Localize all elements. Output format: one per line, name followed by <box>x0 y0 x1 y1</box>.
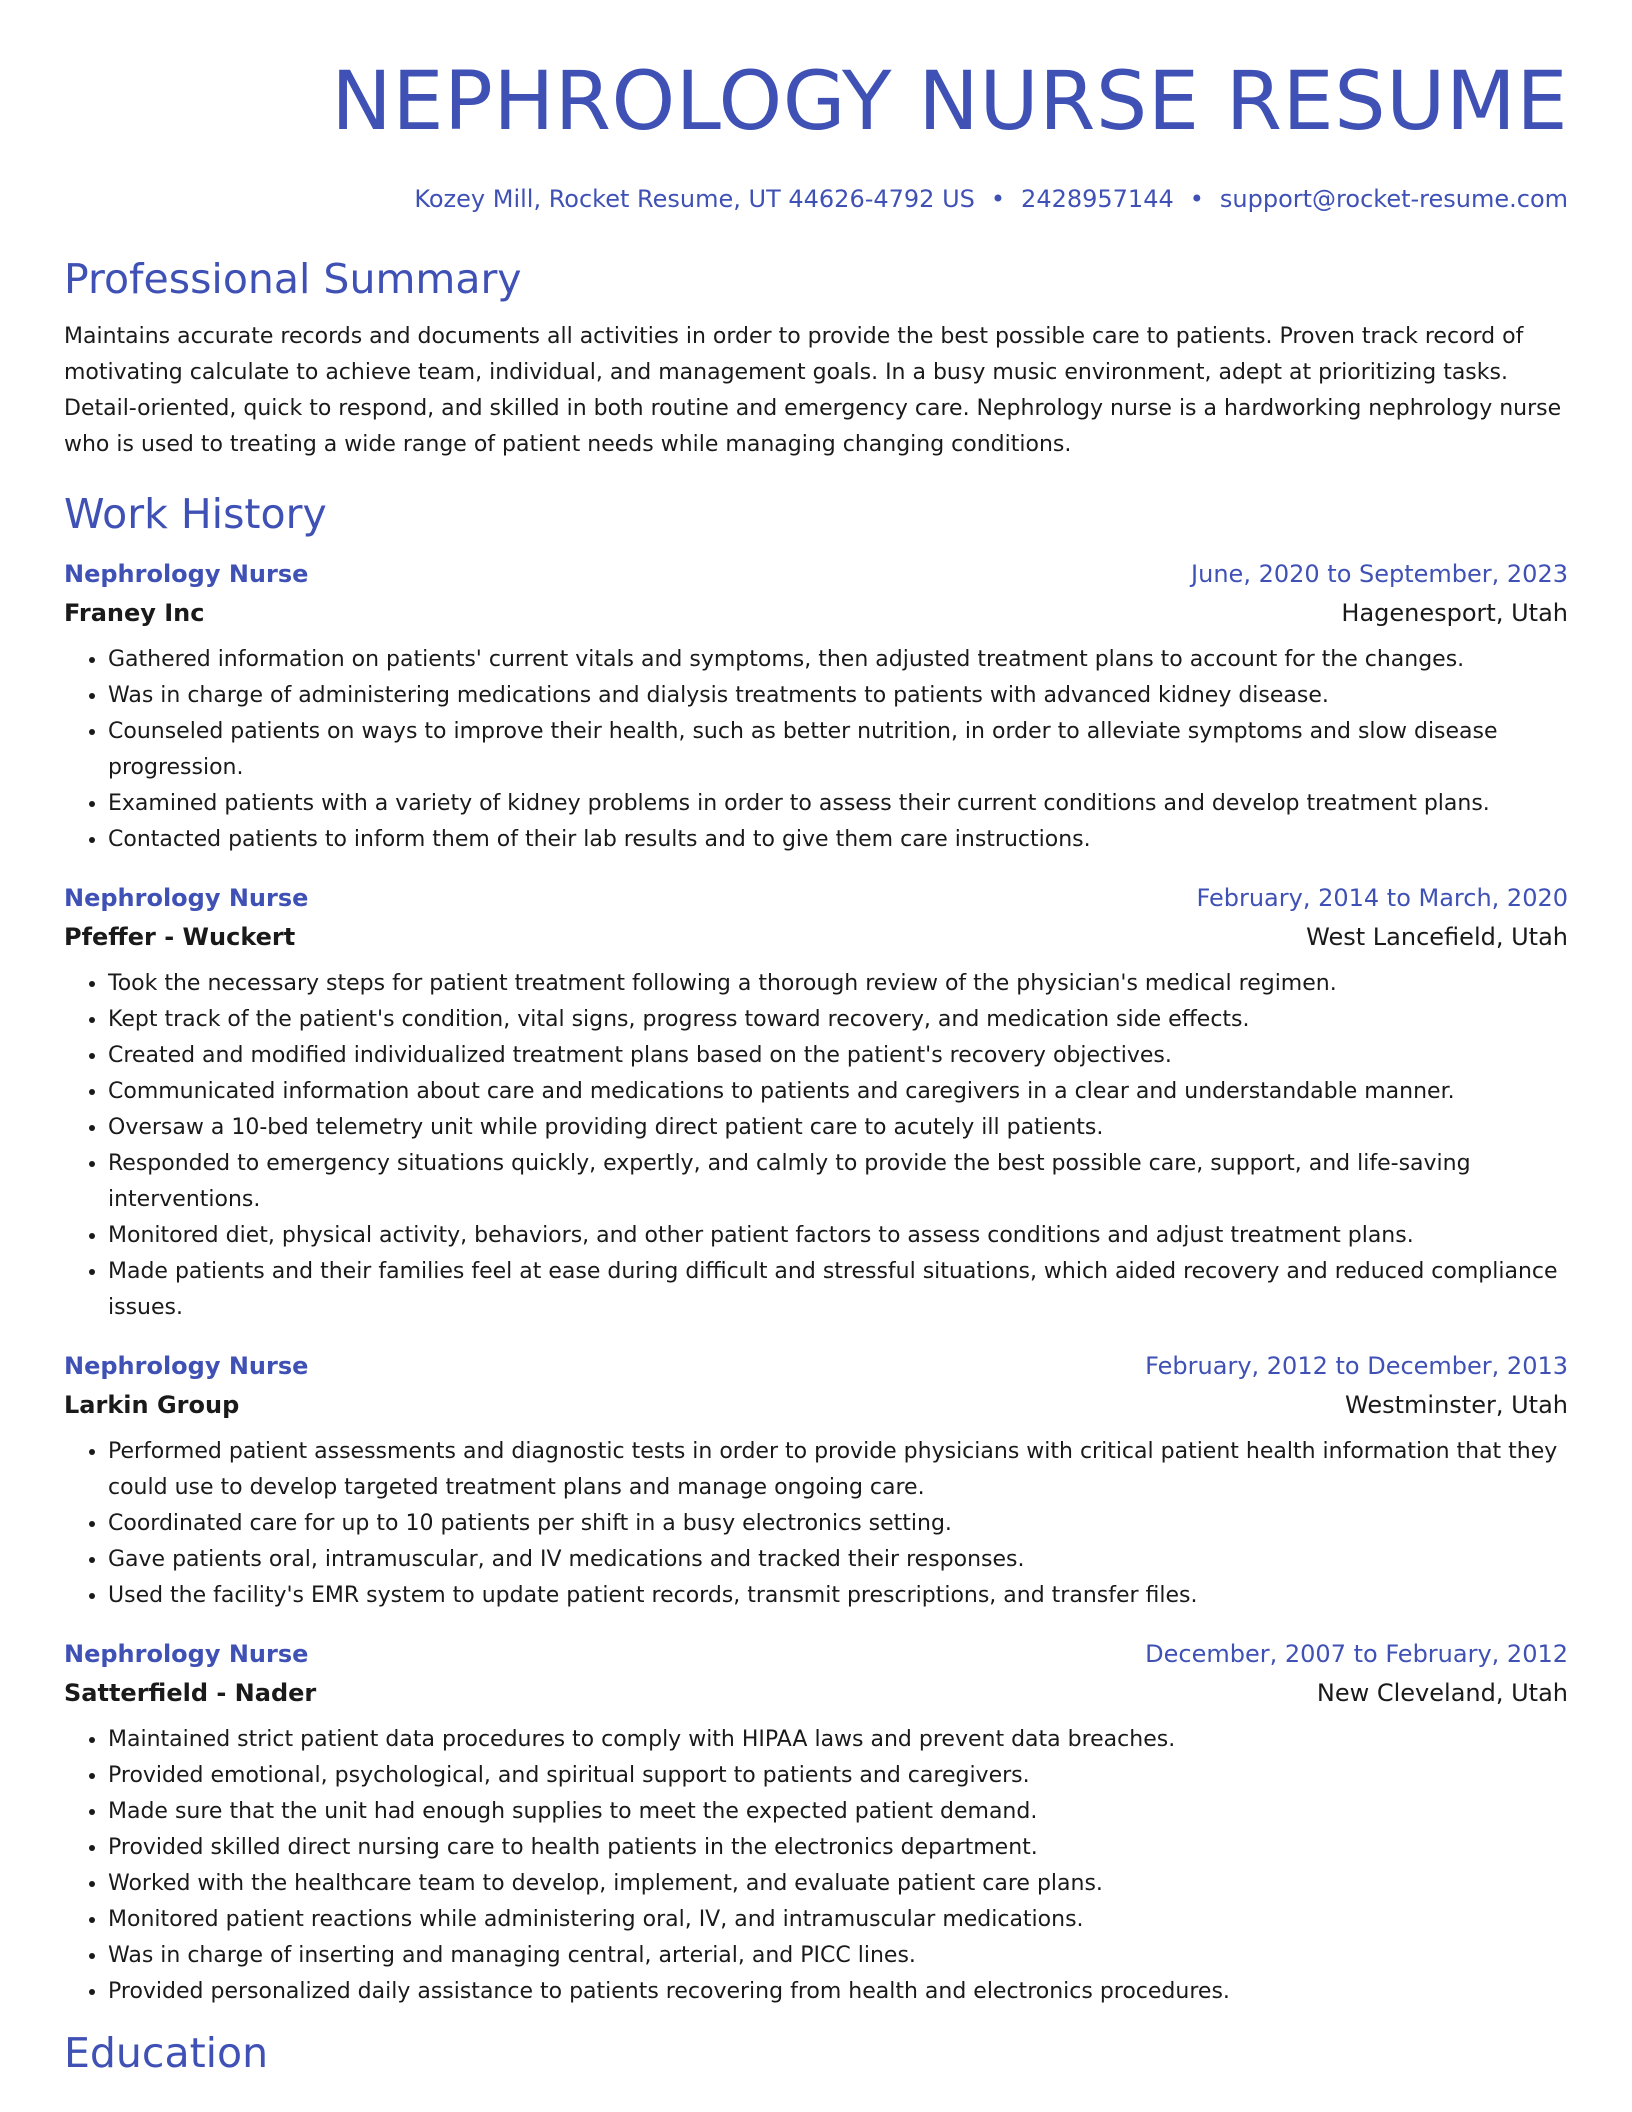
resume-name: NEPHROLOGY NURSE RESUME <box>331 55 1568 149</box>
job-company-row <box>64 922 1568 952</box>
job-location: West Lancefield, Utah <box>1306 923 1568 951</box>
job-bullet: • Took the necessary steps for patient treatment following a thorough review of the physician's medical regimen. <box>108 966 1568 1002</box>
job-bullet: • Created and modified individualized treatment plans based on the patient's recovery objectives. <box>108 1038 1568 1074</box>
job-bullet: • Performed patient assessments and diagnostic tests in order to provide physicians with critical patient health information that they could use to develop targeted treatment plans and manage ongoing care. <box>108 1434 1568 1506</box>
job-bullet: • Monitored patient reactions while administering oral, IV, and intramuscular medications. <box>108 1902 1568 1938</box>
job-entry <box>64 1351 1568 1614</box>
job-location: Westminster, Utah <box>1345 1391 1568 1419</box>
job-bullet: • Monitored diet, physical activity, behaviors, and other patient factors to assess conditions and adjust treatment plans. <box>108 1218 1568 1254</box>
work-history-heading: Work History <box>64 490 327 538</box>
job-entry <box>64 1639 1568 2010</box>
job-title: Nephrology Nurse <box>64 884 309 912</box>
job-bullets <box>64 1722 1568 2010</box>
job-title-row <box>64 883 1568 913</box>
job-bullet: • Kept track of the patient's condition, vital signs, progress toward recovery, and medication side effects. <box>108 1002 1568 1038</box>
job-title: Nephrology Nurse <box>64 1352 309 1380</box>
resume-header <box>64 0 1568 214</box>
job-bullet: • Was in charge of administering medications and dialysis treatments to patients with advanced kidney disease. <box>108 678 1568 714</box>
job-bullet: • Worked with the healthcare team to develop, implement, and evaluate patient care plans. <box>108 1866 1568 1902</box>
job-bullet: • Gathered information on patients' current vitals and symptoms, then adjusted treatment plans to account for the changes. <box>108 642 1568 678</box>
job-bullet: • Made sure that the unit had enough supplies to meet the expected patient demand. <box>108 1794 1568 1830</box>
job-bullets <box>64 1434 1568 1614</box>
job-title: Nephrology Nurse <box>64 560 309 588</box>
job-title-row <box>64 559 1568 589</box>
job-bullet: • Communicated information about care and medications to patients and caregivers in a clear and understandable manner. <box>108 1074 1568 1110</box>
job-bullet: • Used the facility's EMR system to update patient records, transmit prescriptions, and transfer files. <box>108 1578 1568 1614</box>
summary-heading: Professional Summary <box>64 255 522 303</box>
job-bullet: • Was in charge of inserting and managing central, arterial, and PICC lines. <box>108 1938 1568 1974</box>
job-bullets <box>64 642 1568 858</box>
job-dates: February, 2012 to December, 2013 <box>1145 1352 1568 1380</box>
contact-separator: • <box>990 185 1006 213</box>
job-bullet: • Examined patients with a variety of kidney problems in order to assess their current conditions and develop treatment plans. <box>108 786 1568 822</box>
job-location: Hagenesport, Utah <box>1341 599 1568 627</box>
job-bullets <box>64 966 1568 1326</box>
job-title: Nephrology Nurse <box>64 1640 309 1668</box>
job-bullet: • Responded to emergency situations quickly, expertly, and calmly to provide the best possible care, support, and life-saving interventions. <box>108 1146 1568 1218</box>
job-entry <box>64 559 1568 858</box>
job-bullet: • Oversaw a 10-bed telemetry unit while providing direct patient care to acutely ill patients. <box>108 1110 1568 1146</box>
contact-address: Kozey Mill, Rocket Resume, UT 44626-4792 US <box>414 185 975 213</box>
job-company: Pfeffer - Wuckert <box>64 923 296 951</box>
job-location: New Cleveland, Utah <box>1316 1679 1568 1707</box>
job-dates: February, 2014 to March, 2020 <box>1196 884 1568 912</box>
job-title-row <box>64 1639 1568 1669</box>
job-title-row <box>64 1351 1568 1381</box>
contact-line <box>64 184 1568 214</box>
job-dates: December, 2007 to February, 2012 <box>1145 1640 1568 1668</box>
job-company: Larkin Group <box>64 1391 240 1419</box>
job-bullet: • Provided skilled direct nursing care to health patients in the electronics department. <box>108 1830 1568 1866</box>
job-company-row <box>64 598 1568 628</box>
job-company: Satterfield - Nader <box>64 1679 317 1707</box>
job-bullet: • Coordinated care for up to 10 patients per shift in a busy electronics setting. <box>108 1506 1568 1542</box>
summary-text: Maintains accurate records and documents all activities in order to provide the best possible care to patients. Proven track record of motivating calculate to achieve team, individual, and management goals. In a busy music environment, adept at prioritizing tasks. Detail-oriented, quick to respond, and skilled in both routine and emergency care. Nephrology nurse is a hardworking nephrology nurse who is used to treating a wide range of patient needs while managing changing conditions. <box>64 324 1562 457</box>
contact-email[interactable]: support@rocket-resume.com <box>1219 185 1568 213</box>
job-bullet: • Maintained strict patient data procedures to comply with HIPAA laws and prevent data breaches. <box>108 1722 1568 1758</box>
job-bullet: • Made patients and their families feel at ease during difficult and stressful situations, which aided recovery and reduced compliance issues. <box>108 1254 1568 1326</box>
job-dates: June, 2020 to September, 2023 <box>1191 560 1568 588</box>
job-bullet: • Provided emotional, psychological, and spiritual support to patients and caregivers. <box>108 1758 1568 1794</box>
job-bullet: • Provided personalized daily assistance to patients recovering from health and electronics procedures. <box>108 1974 1568 2010</box>
job-bullet: • Contacted patients to inform them of their lab results and to give them care instructions. <box>108 822 1568 858</box>
job-bullet: • Counseled patients on ways to improve their health, such as better nutrition, in order to alleviate symptoms and slow disease progression. <box>108 714 1568 786</box>
education-heading: Education <box>64 2029 269 2077</box>
job-company-row <box>64 1390 1568 1420</box>
contact-phone: 2428957144 <box>1021 185 1174 213</box>
job-company: Franey Inc <box>64 599 205 627</box>
job-company-row <box>64 1678 1568 1708</box>
contact-separator: • <box>1189 185 1204 213</box>
job-bullet: • Gave patients oral, intramuscular, and IV medications and tracked their responses. <box>108 1542 1568 1578</box>
job-entry <box>64 883 1568 1326</box>
